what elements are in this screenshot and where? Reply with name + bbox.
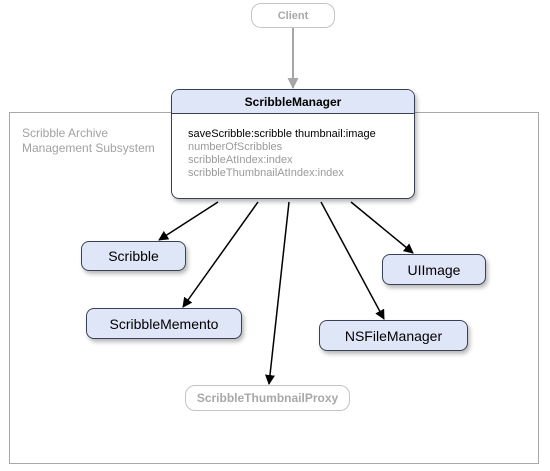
manager-to-scribble-arrow [159, 202, 218, 240]
manager-to-proxy-arrow [269, 202, 289, 384]
method-scribble-at-index: scribbleAtIndex:index [188, 154, 293, 166]
client-node [251, 3, 335, 28]
nsfilemanager-label: NSFileManager [344, 327, 443, 344]
method-save-scribble: saveScribble:scribble thumbnail:image [188, 128, 376, 140]
subsystem-label-line2: Management Subsystem [22, 141, 155, 155]
scribble-memento-node [86, 308, 242, 339]
scribble-thumbnail-proxy-node [185, 385, 350, 411]
method-scribble-thumbnail-at-index: scribbleThumbnailAtIndex:index [188, 167, 344, 179]
manager-to-uiimage-arrow [351, 202, 413, 253]
scribble-manager-title-bar [172, 90, 414, 114]
uiimage-node [382, 254, 486, 285]
subsystem-label-line1: Scribble Archive [22, 126, 109, 140]
nsfilemanager-node [319, 320, 468, 351]
scribble-memento-label: ScribbleMemento [109, 315, 219, 332]
scribble-thumbnail-proxy-label: ScribbleThumbnailProxy [196, 391, 339, 405]
scribble-manager-methods [172, 114, 414, 180]
scribble-node [81, 241, 186, 271]
manager-to-nsfilemanager-arrow [321, 202, 384, 319]
scribble-label: Scribble [108, 248, 159, 264]
scribble-manager-title: ScribbleManager [244, 94, 342, 109]
scribble-manager-card [171, 89, 415, 199]
uiimage-label: UIImage [407, 261, 461, 278]
client-label: Client [277, 9, 309, 22]
method-number-of-scribbles: numberOfScribbles [188, 141, 283, 153]
